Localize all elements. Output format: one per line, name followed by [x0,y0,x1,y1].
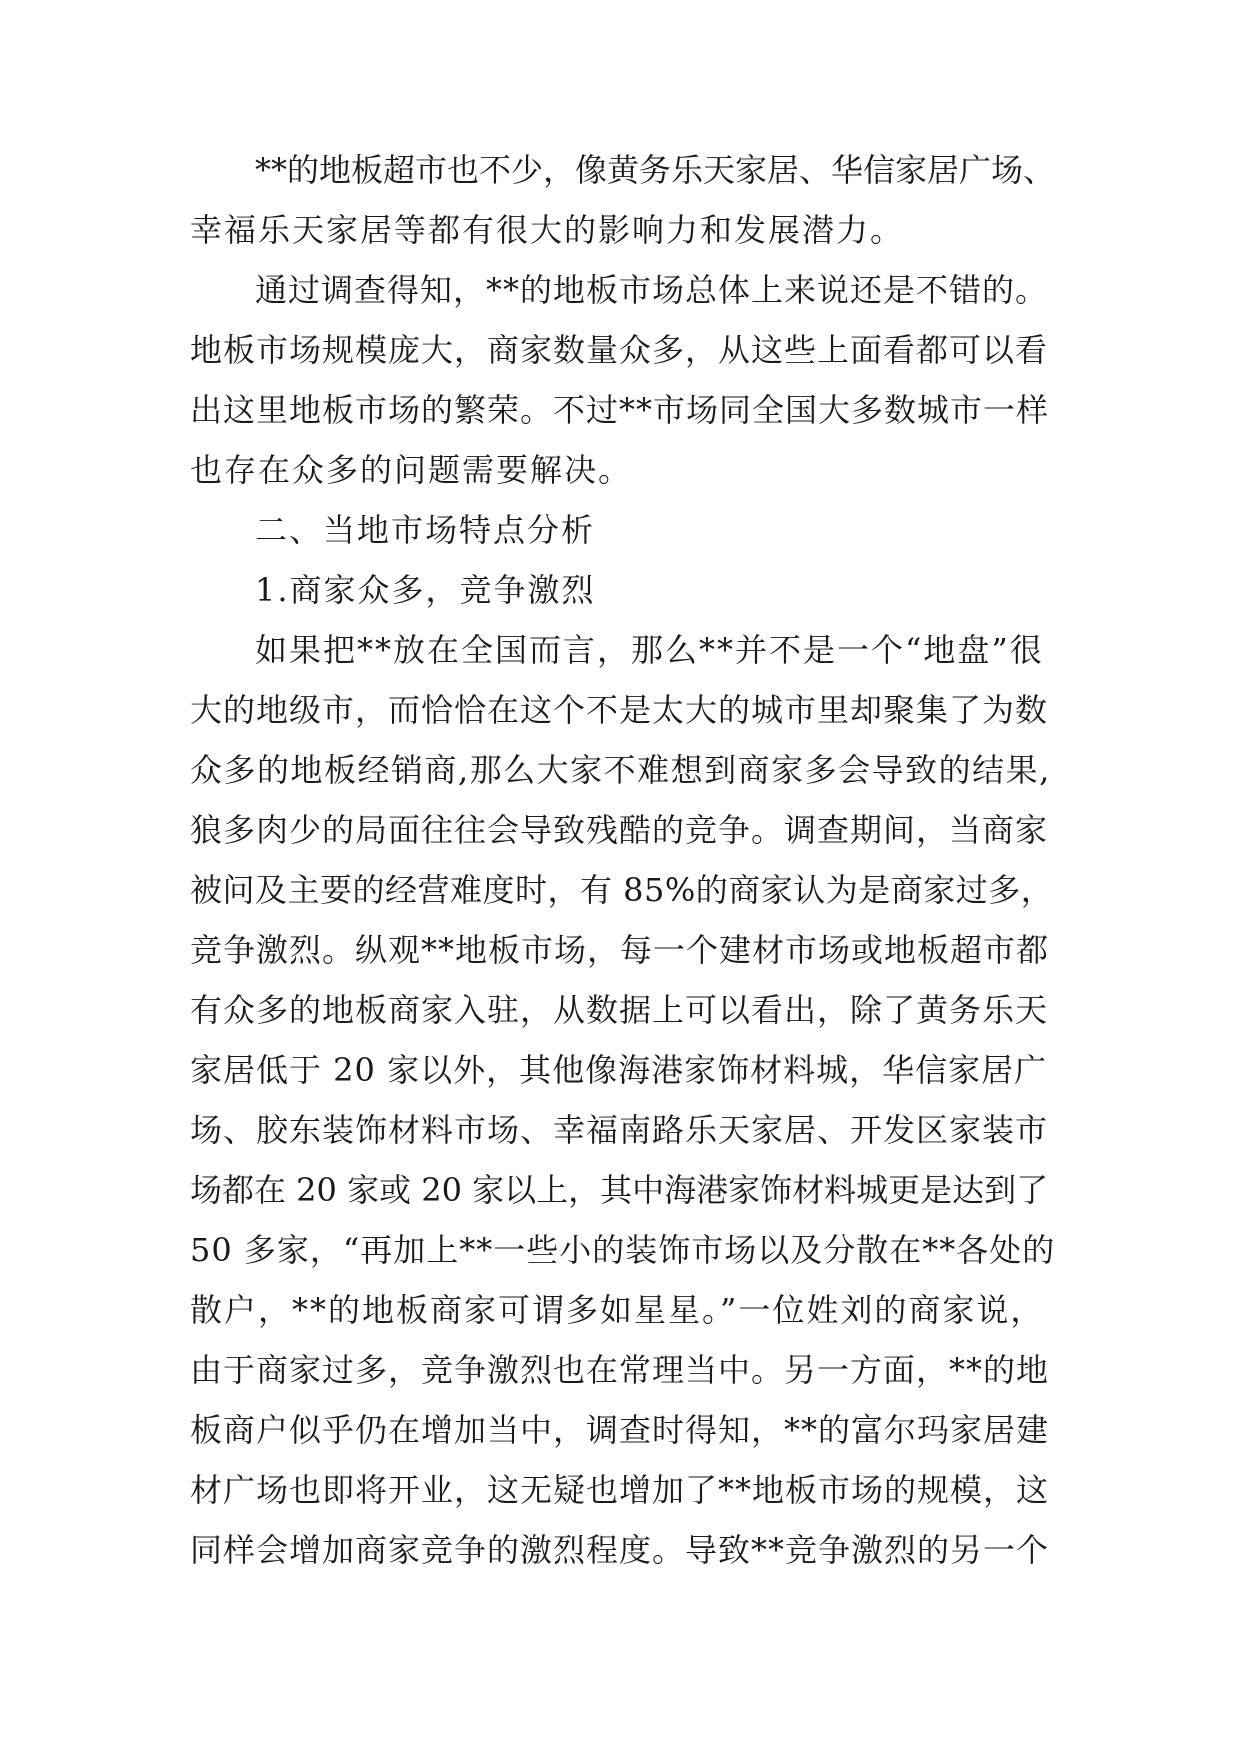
text-line: 如果把**放在全国而言，那么**并不是一个“地盘”很 [255,631,1044,669]
text-line: 场、胶东装饰材料市场、幸福南路乐天家居、开发区家装市 [190,1111,1049,1149]
text-line: 幸福乐天家居等都有很大的影响力和发展潜力。 [190,211,905,249]
text-line: 众多的地板经销商,那么大家不难想到商家多会导致的结果, [190,751,1051,789]
text-line: 被问及主要的经营难度时，有 85%的商家认为是商家过多， [190,871,1054,909]
text-line: 板商户似乎仍在增加当中，调查时得知，**的富尔玛家居建 [190,1411,1050,1449]
text-line: 出这里地板市场的繁荣。不过**市场同全国大多数城市一样 [190,391,1050,429]
text-line: 地板市场规模庞大，商家数量众多，从这些上面看都可以看 [190,331,1049,369]
text-line: 家居低于 20 家以外，其他像海港家饰材料城，华信家居广 [190,1051,1048,1089]
text-line: **的地板超市也不少，像黄务乐天家居、华信家居广场、 [255,151,1056,189]
text-line: 竞争激烈。纵观**地板市场，每一个建材市场或地板超市都 [190,931,1050,969]
text-line: 材广场也即将开业，这无疑也增加了**地板市场的规模，这 [190,1471,1050,1509]
text-line: 50 多家，“再加上**一些小的装饰市场以及分散在**各处的 [190,1231,1056,1269]
text-line: 大的地级市，而恰恰在这个不是太大的城市里却聚集了为数 [190,691,1049,729]
text-line: 由于商家过多，竞争激烈也在常理当中。另一方面，**的地 [190,1351,1050,1389]
text-line: 有众多的地板商家入驻，从数据上可以看出，除了黄务乐天 [190,991,1049,1029]
text-line: 狼多肉少的局面往往会导致残酷的竞争。调查期间，当商家 [190,811,1049,849]
text-line: 散户，**的地板商家可谓多如星星。”一位姓刘的商家说， [190,1291,1045,1329]
text-line: 也存在众多的问题需要解决。 [190,451,633,489]
section-heading: 二、当地市场特点分析 [255,511,596,549]
text-line: 场都在 20 家或 20 家以上，其中海港家饰材料城更是达到了 [190,1171,1049,1209]
subsection-heading: 1.商家众多，竞争激烈 [255,571,596,609]
text-line: 同样会增加商家竞争的激烈程度。导致**竞争激烈的另一个 [190,1531,1050,1569]
text-line: 通过调查得知，**的地板市场总体上来说还是不错的。 [255,271,1049,309]
